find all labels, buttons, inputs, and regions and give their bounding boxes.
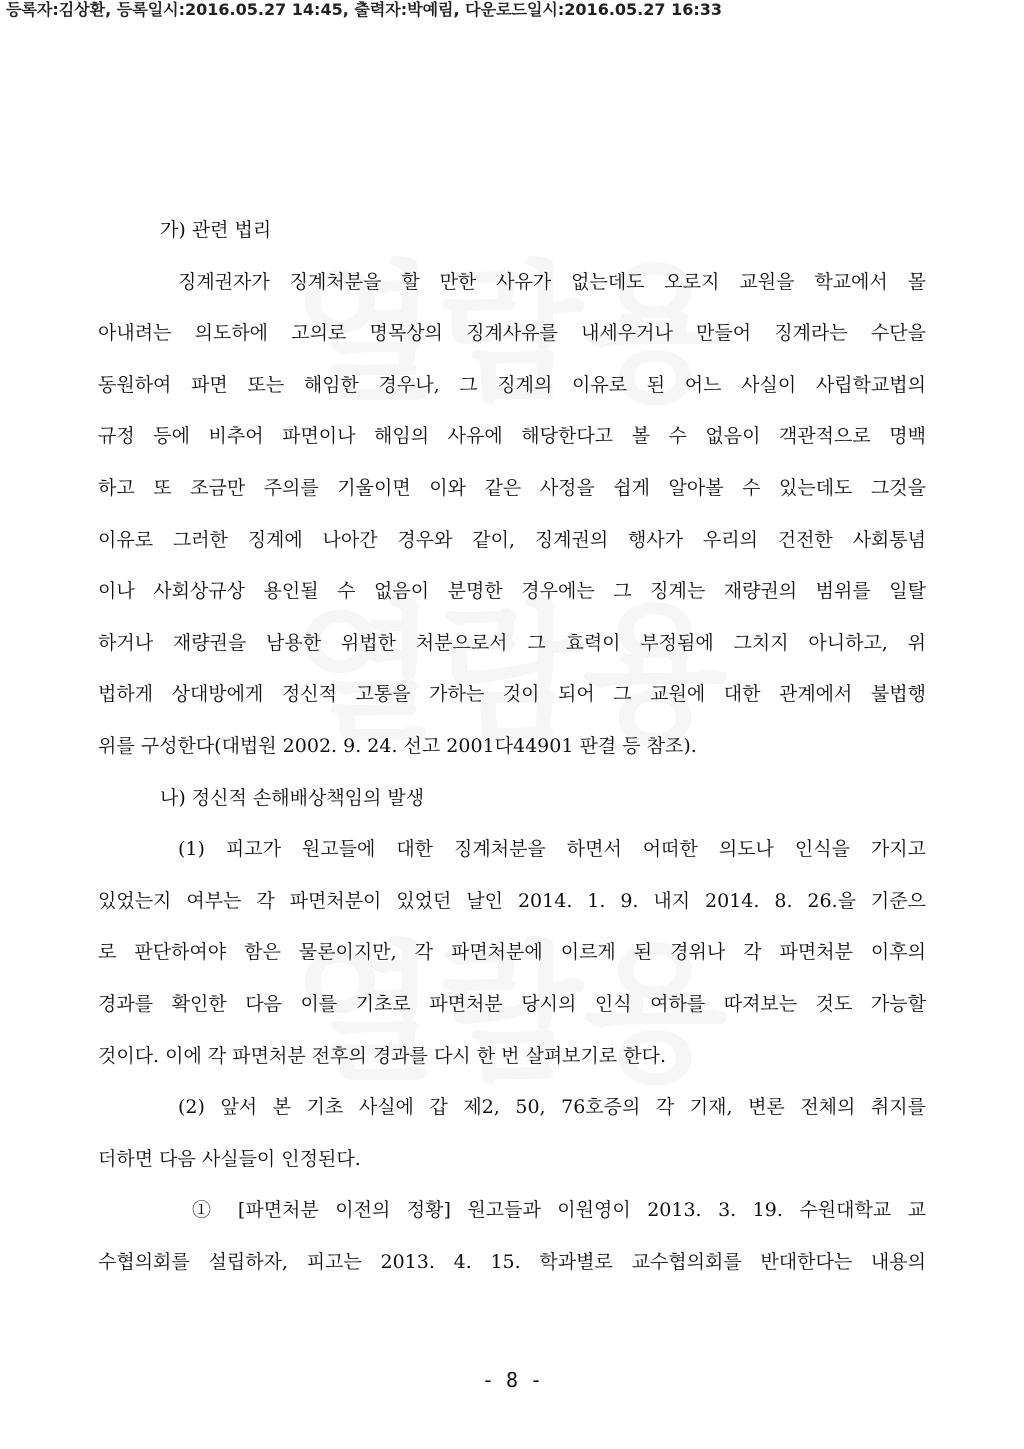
paragraph-line: 법하게 상대방에게 정신적 고통을 가하는 것이 되어 그 교원에 대한 관계에서 불법행 [98, 683, 926, 706]
section-heading: 가) 관련 법리 [160, 219, 272, 241]
paragraph-line: 이나 사회상규상 용인될 수 없음이 분명한 경우에는 그 징계는 재량권의 범위를 일탈 [98, 580, 926, 603]
paragraph-line: 로 판단하여야 함은 물론이지만, 각 파면처분에 이르게 된 경위나 각 파면처분 이후의 [98, 941, 926, 964]
section-heading: 나) 정신적 손해배상책임의 발생 [160, 786, 425, 809]
page-number: - 8 - [481, 1368, 543, 1392]
paragraph-line: 하거나 재량권을 남용한 위법한 처분으로서 그 효력이 부정됨에 그치지 아니하고, 위 [98, 631, 926, 654]
paragraph-line: 동원하여 파면 또는 해임한 경우나, 그 징계의 이유로 된 어느 사실이 사립학교법의 [98, 373, 926, 396]
paragraph-line: 것이다. 이에 각 파면처분 전후의 경과를 다시 한 번 살펴보기로 한다. [98, 1044, 667, 1067]
paragraph-line: 하고 또 조금만 주의를 기울이면 이와 같은 사정을 쉽게 알아볼 수 있는데도 그것을 [98, 476, 926, 499]
paragraph-line: 이유로 그러한 징계에 나아간 경우와 같이, 징계권의 행사가 우리의 건전한 사회통념 [98, 528, 926, 551]
paragraph-line: 아내려는 의도하에 고의로 명목상의 징계사유를 내세우거나 만들어 징계라는 수단을 [98, 322, 926, 345]
document-header-meta: 등록자:김상환, 등록일시:2016.05.27 14:45, 출력자:박예림, 다운로드일시:2016.05.27 16:33 [6, 0, 723, 19]
paragraph-line: 더하면 다음 사실들이 인정된다. [98, 1147, 361, 1170]
paragraph-line: (2) 앞서 본 기초 사실에 갑 제2, 50, 76호증의 각 기재, 변론 전체의 취지를 [178, 1096, 926, 1119]
paragraph-line: ① [파면처분 이전의 정황] 원고들과 이원영이 2013. 3. 19. 수원대학교 교 [192, 1199, 926, 1222]
document-body [98, 212, 926, 1295]
paragraph-line: 위를 구성한다(대법원 2002. 9. 24. 선고 2001다44901 판결 등 참조). [98, 734, 697, 757]
paragraph-line: 경과를 확인한 다음 이를 기초로 파면처분 당시의 인식 여하를 따져보는 것도 가능할 [98, 992, 926, 1015]
paragraph-line: 징계권자가 징계처분을 할 만한 사유가 없는데도 오로지 교원을 학교에서 몰 [178, 270, 926, 293]
paragraph-line: (1) 피고가 원고들에 대한 징계처분을 하면서 어떠한 의도나 인식을 가지고 [178, 838, 926, 861]
paragraph-line: 규정 등에 비추어 파면이나 해임의 사유에 해당한다고 볼 수 없음이 객관적으로 명백 [98, 425, 926, 448]
paragraph-line: 있었는지 여부는 각 파면처분이 있었던 날인 2014. 1. 9. 내지 2014. 8. 26.을 기준으 [98, 889, 926, 912]
paragraph-line: 수협의회를 설립하자, 피고는 2013. 4. 15. 학과별로 교수협의회를 반대한다는 내용의 [98, 1250, 926, 1273]
